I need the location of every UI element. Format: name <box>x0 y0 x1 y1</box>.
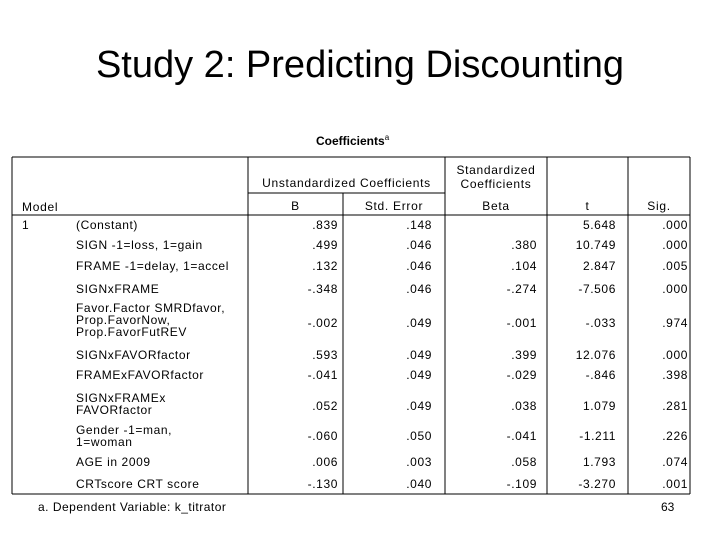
cell-beta: .380 <box>511 238 537 252</box>
cell-b: .499 <box>312 238 338 252</box>
row-label: Favor.Factor SMRDfavor, <box>76 301 226 315</box>
row-label: FAVORfactor <box>76 403 153 417</box>
cell-b: .593 <box>312 348 338 362</box>
row-label: FRAME -1=delay, 1=accel <box>76 259 229 273</box>
cell-sig: .000 <box>662 238 688 252</box>
cell-beta: -.029 <box>506 368 537 382</box>
slide-title: Study 2: Predicting Discounting <box>95 44 625 86</box>
cell-b: .839 <box>312 218 338 232</box>
cell-t: -.033 <box>585 316 616 330</box>
cell-t: -3.270 <box>578 477 616 491</box>
cell-beta: -.274 <box>506 282 537 296</box>
cell-beta: .104 <box>511 259 537 273</box>
cell-t: 1.079 <box>582 399 616 413</box>
header-standardized-1: Standardized <box>456 163 536 177</box>
cell-b: -.130 <box>307 477 338 491</box>
header-unstandardized: Unstandardized Coefficients <box>262 176 431 190</box>
cell-t: -7.506 <box>578 282 616 296</box>
row-label: Prop.FavorNow, <box>76 313 171 327</box>
row-label: SIGN -1=loss, 1=gain <box>76 238 203 252</box>
cell-se: .003 <box>406 455 432 469</box>
row-label: SIGNxFAVORfactor <box>76 348 191 362</box>
cell-sig: .226 <box>662 429 688 443</box>
cell-t: 10.749 <box>575 238 616 252</box>
header-sig: Sig. <box>647 199 671 213</box>
cell-beta: -.041 <box>506 429 537 443</box>
row-label: AGE in 2009 <box>76 455 151 469</box>
header-t: t <box>585 199 590 213</box>
cell-sig: .005 <box>662 259 688 273</box>
cell-sig: .001 <box>662 477 688 491</box>
cell-t: 2.847 <box>582 259 616 273</box>
cell-beta: -.109 <box>506 477 537 491</box>
cell-se: .049 <box>406 348 432 362</box>
table-footnote: a. Dependent Variable: k_titrator <box>38 500 227 514</box>
cell-t: -1.211 <box>579 429 616 443</box>
cell-b: -.060 <box>307 429 338 443</box>
row-label: (Constant) <box>76 218 139 232</box>
cell-sig: .281 <box>662 399 688 413</box>
header-std-error: Std. Error <box>364 199 424 213</box>
cell-se: .046 <box>406 282 432 296</box>
header-beta: Beta <box>482 199 510 213</box>
cell-sig: .000 <box>662 218 688 232</box>
cell-beta: -.001 <box>506 316 537 330</box>
cell-se: .040 <box>406 477 432 491</box>
cell-se: .148 <box>406 218 432 232</box>
cell-t: -.846 <box>585 368 616 382</box>
row-label: SIGNxFRAME <box>76 282 160 296</box>
row-label: CRTscore CRT score <box>76 477 200 491</box>
cell-se: .049 <box>406 368 432 382</box>
cell-beta: .058 <box>511 455 537 469</box>
row-label: FRAMExFAVORfactor <box>76 368 204 382</box>
page-number: 63 <box>661 500 675 514</box>
cell-sig: .000 <box>662 282 688 296</box>
cell-se: .046 <box>406 259 432 273</box>
cell-beta: .399 <box>511 348 537 362</box>
model-number: 1 <box>22 218 30 232</box>
cell-b: .052 <box>312 399 338 413</box>
caption-text: Coefficients <box>316 134 385 148</box>
cell-sig: .074 <box>662 455 688 469</box>
cell-se: .050 <box>406 429 432 443</box>
cell-sig: .398 <box>662 368 688 382</box>
row-label: 1=woman <box>76 435 133 449</box>
row-label: Prop.FavorFutREV <box>76 325 187 339</box>
table-caption <box>316 133 389 148</box>
cell-b: -.348 <box>307 282 338 296</box>
cell-b: .132 <box>312 259 338 273</box>
header-b: B <box>291 199 300 213</box>
row-label: SIGNxFRAMEx <box>76 391 166 405</box>
cell-t: 12.076 <box>575 348 616 362</box>
cell-se: .049 <box>406 399 432 413</box>
cell-b: .006 <box>312 455 338 469</box>
cell-sig: .000 <box>662 348 688 362</box>
row-label: Gender -1=man, <box>76 423 173 437</box>
cell-se: .049 <box>406 316 432 330</box>
caption-superscript: a <box>384 133 390 142</box>
cell-sig: .974 <box>662 316 688 330</box>
cell-t: 1.793 <box>582 455 616 469</box>
cell-beta: .038 <box>511 399 537 413</box>
cell-b: -.041 <box>307 368 338 382</box>
header-model: Model <box>22 200 59 214</box>
cell-t: 5.648 <box>582 218 616 232</box>
header-standardized-2: Coefficients <box>460 177 532 191</box>
cell-b: -.002 <box>307 316 338 330</box>
cell-se: .046 <box>406 238 432 252</box>
